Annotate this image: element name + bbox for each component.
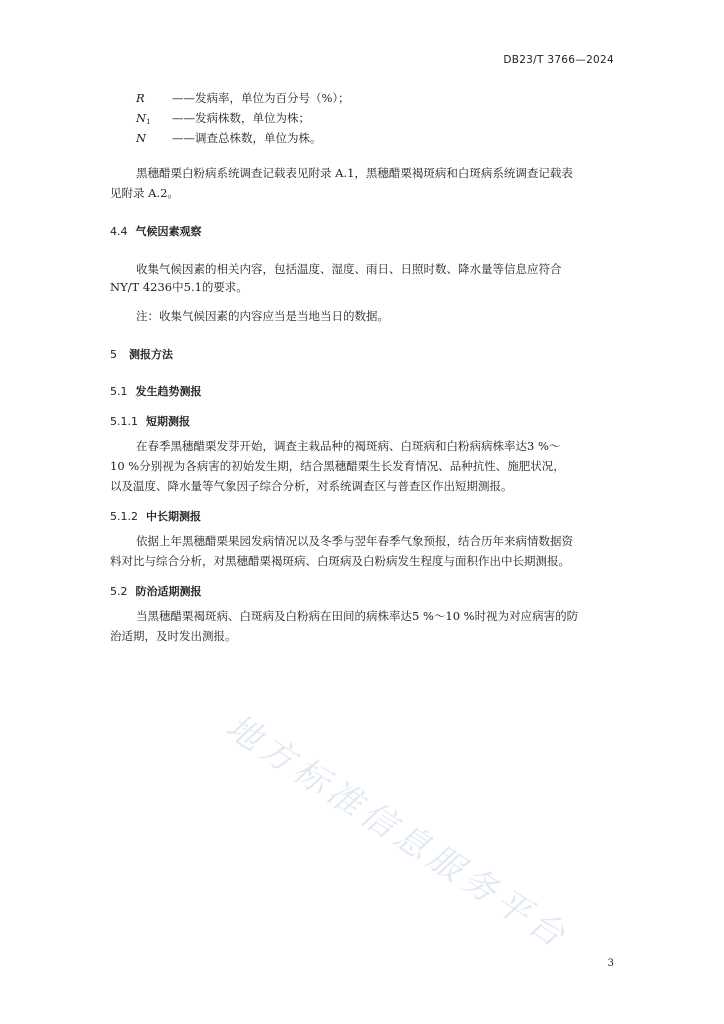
page-number: 3 — [607, 958, 614, 969]
heading-5-2 — [110, 583, 202, 599]
records-para-line1: 黑穗醋栗白粉病系统调查记载表见附录 A.1，黑穗醋栗褐斑病和白斑病系统调查记载表 — [136, 166, 573, 180]
watermark-text: 地方标准信息服务平台 — [218, 706, 577, 959]
heading-4-4-number: 4.4 — [110, 225, 128, 238]
heading-5-2-number: 5.2 — [110, 585, 128, 598]
control-para-line1: 当黑穗醋栗褐斑病、白斑病及白粉病在田间的病株率达5 %～10 %时视为对应病害的防 — [136, 609, 579, 623]
definition-n-text: ——调查总株数，单位为株。 — [172, 131, 322, 145]
heading-5-2-title: 防治适期测报 — [135, 585, 202, 598]
short-term-para-line3: 以及温度、降水量等气象因子综合分析，对系统调查区与普查区作出短期测报。 — [110, 479, 513, 493]
definition-n1-text: ——发病株数，单位为株； — [172, 111, 310, 125]
definition-n — [136, 128, 322, 148]
standard-code-header: DB23/T 3766—2024 — [503, 54, 614, 66]
symbol-n1: $N_1$ — [136, 111, 151, 126]
control-para-line2: 治适期，及时发出测报。 — [110, 629, 237, 643]
heading-4-4 — [110, 223, 202, 239]
climate-para-line2: NY/T 4236中5.1的要求。 — [110, 280, 248, 294]
long-term-para-line1: 依据上年黑穗醋栗果园发病情况以及冬季与翌年春季气象预报，结合历年来病情数据资 — [136, 534, 573, 548]
heading-5-title: 测报方法 — [129, 348, 173, 361]
heading-4-4-title: 气候因素观察 — [135, 225, 202, 238]
records-para-line2: 见附录 A.2。 — [110, 186, 179, 200]
long-term-para-line2: 料对比与综合分析，对黑穗醋栗褐斑病、白斑病及白粉病发生程度与面积作出中长期测报。 — [110, 554, 570, 568]
climate-note: 注：收集气候因素的内容应当是当地当日的数据。 — [136, 309, 389, 323]
heading-5-number: 5 — [110, 348, 117, 361]
heading-5-1-2-title: 中长期测报 — [146, 510, 201, 523]
symbol-r: R — [136, 91, 145, 105]
heading-5-1-1-number: 5.1.1 — [110, 415, 138, 428]
symbol-n1-subscript: 1 — [146, 118, 151, 126]
heading-5-1-1-title: 短期测报 — [146, 415, 190, 428]
heading-5-1-2 — [110, 508, 201, 524]
climate-para-line1: 收集气候因素的相关内容，包括温度、湿度、雨日、日照时数、降水量等信息应符合 — [136, 262, 562, 276]
short-term-para-line1: 在春季黑穗醋栗发芽开始，调查主栽品种的褐斑病、白斑病和白粉病病株率达3 %～ — [136, 439, 561, 453]
heading-5-1-number: 5.1 — [110, 385, 128, 398]
definition-r — [136, 88, 350, 108]
symbol-n: N — [136, 131, 147, 145]
heading-5 — [110, 346, 173, 362]
short-term-para-line2: 10 %分别视为各病害的初始发生期，结合黑穗醋栗生长发育情况、品种抗性、施肥状况， — [110, 459, 565, 473]
heading-5-1 — [110, 383, 202, 399]
heading-5-1-2-number: 5.1.2 — [110, 510, 138, 523]
heading-5-1-title: 发生趋势测报 — [135, 385, 202, 398]
definition-r-text: ——发病率，单位为百分号（%）； — [172, 91, 350, 105]
heading-5-1-1 — [110, 413, 190, 429]
